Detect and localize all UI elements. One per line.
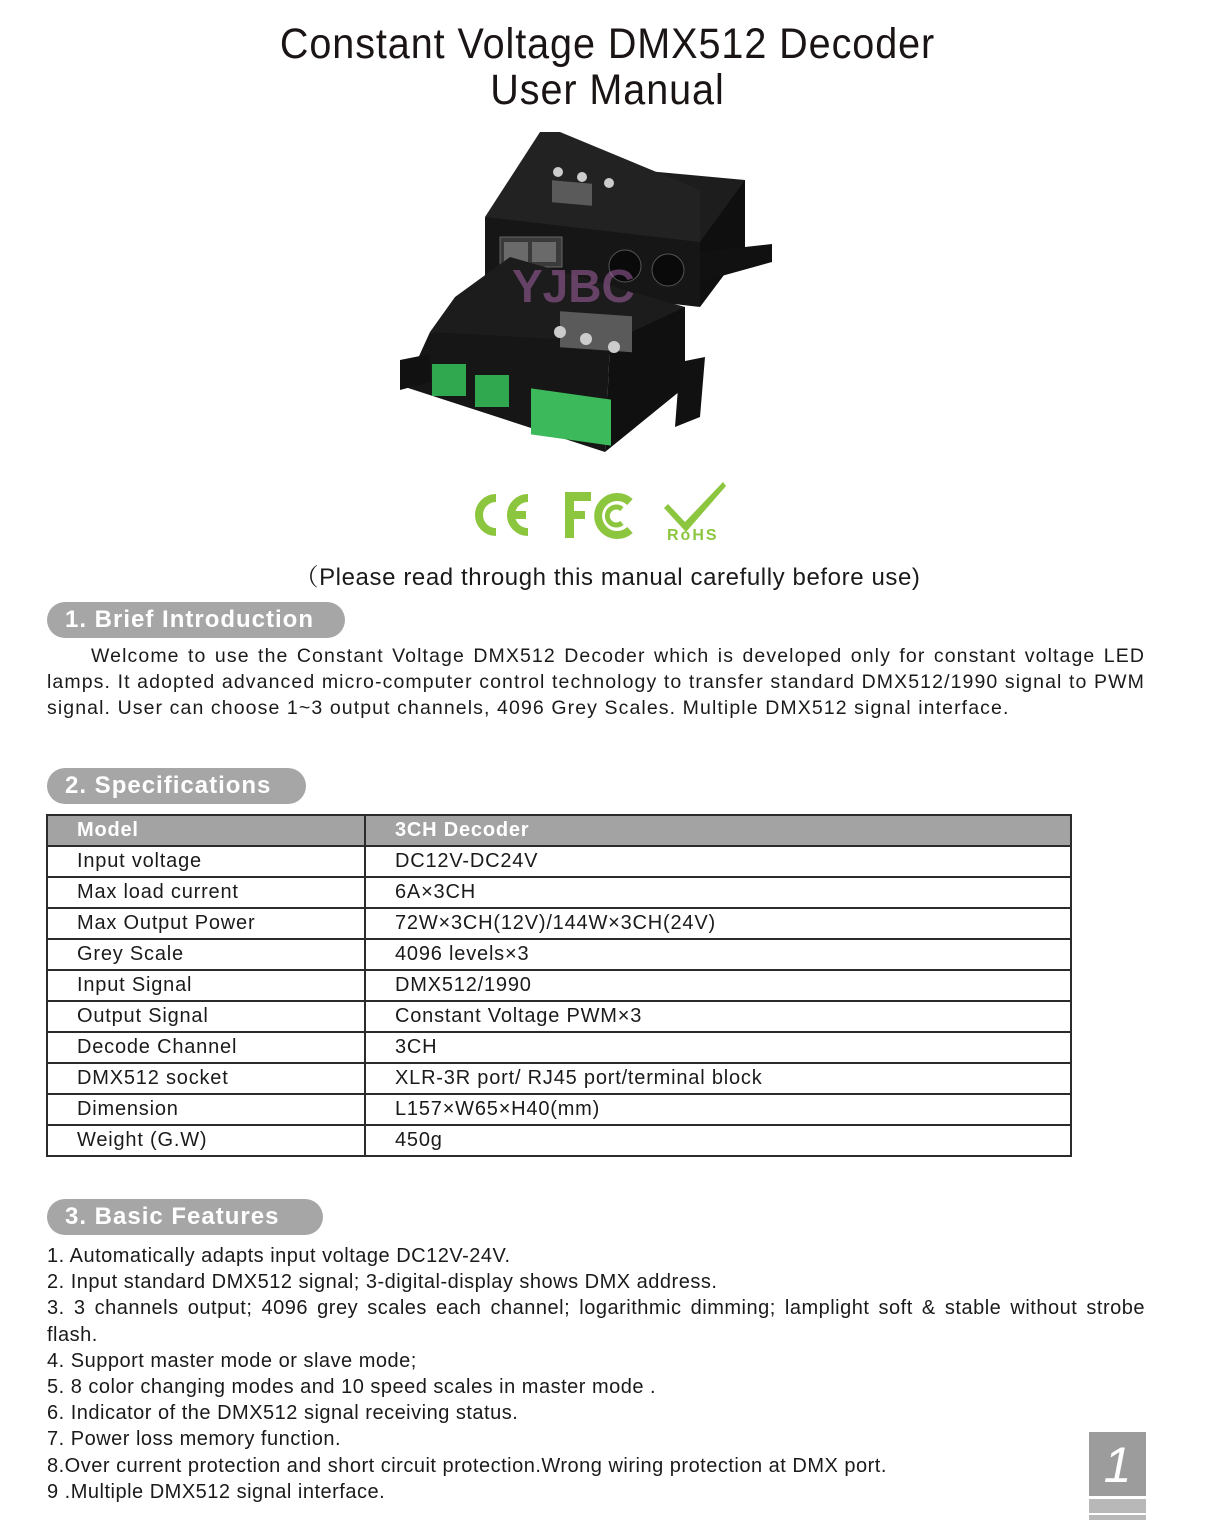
ce-mark-icon xyxy=(479,498,528,532)
header-cell-model: Model xyxy=(47,815,365,846)
spec-value: XLR-3R port/ RJ45 port/terminal block xyxy=(365,1063,1071,1094)
spec-value: 4096 levels×3 xyxy=(365,939,1071,970)
table-row xyxy=(47,1125,1071,1156)
list-item: 8.Over current protection and short circuit protection.Wrong wiring protection at DMX port. xyxy=(47,1454,887,1477)
intro-paragraph: Welcome to use the Constant Voltage DMX512 Decoder which is developed only for constant voltage LED lamps. It adopted advanced micro-computer control technology to transfer standard DMX512/1990 signal to PWM signal. User can choose 1~3 output channels, 4096 Grey Scales. Multiple DMX512 signal interface. xyxy=(47,645,1145,719)
watermark: YJBC xyxy=(512,260,635,312)
section-heading-intro: 1. Brief Introduction xyxy=(47,602,345,638)
spec-label: Weight (G.W) xyxy=(47,1125,365,1156)
list-item: 2. Input standard DMX512 signal; 3-digital-display shows DMX address. xyxy=(47,1271,718,1294)
page-tab-decoration xyxy=(1089,1515,1146,1520)
table-row xyxy=(47,1094,1071,1125)
svg-text:RoHS: RoHS xyxy=(667,527,719,544)
table-row xyxy=(47,908,1071,939)
spec-value: DC12V-DC24V xyxy=(365,846,1071,877)
table-row xyxy=(47,970,1071,1001)
list-item: 1. Automatically adapts input voltage DC12V-24V. xyxy=(47,1245,511,1267)
table-header-row xyxy=(47,815,1071,846)
fcc-mark-icon xyxy=(565,492,630,538)
spec-value: L157×W65×H40(mm) xyxy=(365,1094,1071,1125)
spec-label: Decode Channel xyxy=(47,1032,365,1063)
document-title: Constant Voltage DMX512 Decoder xyxy=(279,20,936,68)
list-item: 3. 3 channels output; 4096 grey scales each channel; logarithmic dimming; lamplight soft & stable without strobe flash. xyxy=(47,1297,1145,1346)
list-item: 4. Support master mode or slave mode; xyxy=(47,1349,417,1372)
table-row xyxy=(47,1063,1071,1094)
page-number: 1 xyxy=(1089,1432,1146,1496)
specifications-table xyxy=(46,814,1072,1157)
list-item: 7. Power loss memory function. xyxy=(47,1428,341,1451)
list-item: 5. 8 color changing modes and 10 speed scales in master mode . xyxy=(47,1376,657,1399)
spec-value: Constant Voltage PWM×3 xyxy=(365,1001,1071,1032)
certification-logos xyxy=(460,480,760,550)
spec-label: Output Signal xyxy=(47,1001,365,1032)
rohs-mark-icon xyxy=(664,482,726,544)
spec-value: 3CH xyxy=(365,1032,1071,1063)
spec-value: 72W×3CH(12V)/144W×3CH(24V) xyxy=(365,908,1071,939)
spec-label: Max Output Power xyxy=(47,908,365,939)
page-tab-decoration xyxy=(1089,1499,1146,1513)
section-heading-features: 3. Basic Features xyxy=(47,1199,323,1235)
spec-value: 450g xyxy=(365,1125,1071,1156)
spec-label: Max load current xyxy=(47,877,365,908)
spec-label: Grey Scale xyxy=(47,939,365,970)
spec-label: Input voltage xyxy=(47,846,365,877)
spec-label: Input Signal xyxy=(47,970,365,1001)
header-cell-value: 3CH Decoder xyxy=(365,815,1071,846)
spec-value: DMX512/1990 xyxy=(365,970,1071,1001)
spec-label: DMX512 socket xyxy=(47,1063,365,1094)
table-row xyxy=(47,939,1071,970)
spec-value: 6A×3CH xyxy=(365,877,1071,908)
read-manual-notice: （Please read through this manual carefully before use) xyxy=(294,564,921,591)
section-heading-specs: 2. Specifications xyxy=(47,768,306,804)
table-row xyxy=(47,1001,1071,1032)
list-item: 9 .Multiple DMX512 signal interface. xyxy=(47,1480,386,1503)
document-subtitle: User Manual xyxy=(490,66,725,114)
list-item: 6. Indicator of the DMX512 signal receiving status. xyxy=(47,1402,519,1425)
table-row xyxy=(47,1032,1071,1063)
product-image xyxy=(400,132,780,462)
table-row xyxy=(47,846,1071,877)
spec-label: Dimension xyxy=(47,1094,365,1125)
features-list xyxy=(47,1243,1145,1505)
table-row xyxy=(47,877,1071,908)
